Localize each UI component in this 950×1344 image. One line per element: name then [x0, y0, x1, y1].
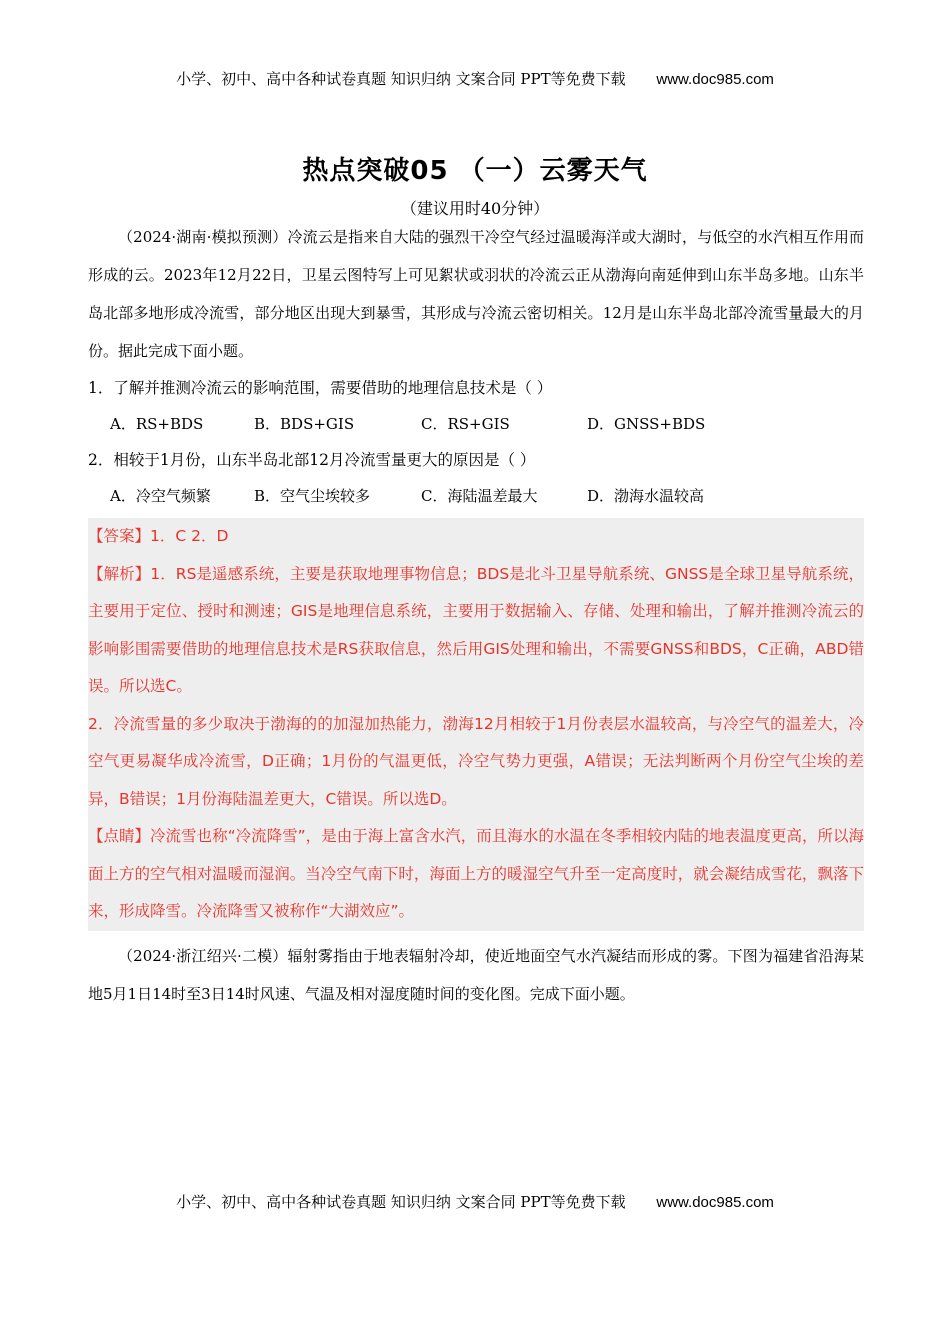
answer-line: 【答案】1．C 2．D [88, 527, 229, 545]
answer-section [88, 518, 864, 931]
comment: 【点睛】冷流雪也称“冷流降雪”，是由于海上富含水汽，而且海水的水温在冬季相较内陆的地表温度更高，所以海面上方的空气相对温暖而湿润。当冷空气南下时，海面上方的暖湿空气升至一定高度时，就会凝结成雪花，飘落下来，形成降雪。冷流降雪又被称作“大湖效应”。 [88, 827, 864, 920]
page-subtitle: （建议用时40分钟） [400, 199, 550, 218]
analysis-2: 2．冷流雪量的多少取决于渤海的的加湿加热能力，渤海12月相较于1月份表层水温较高，与冷空气的温差大，冷空气更易凝华成冷流雪，D正确；1月份的气温更低，冷空气势力更强，A错误；无法判断两个月份空气尘埃的差异，B错误；1月份海陆温差更大，C错误。所以选D。 [88, 714, 864, 808]
header-url[interactable]: www.doc985.com [656, 71, 774, 88]
footer-text: 小学、初中、高中各种试卷真题 知识归纳 文案合同 PPT等免费下载 [176, 1193, 626, 1211]
intro-paragraph-2: （2024·浙江绍兴·二模）辐射雾指由于地表辐射冷却，使近地面空气水汽凝结而形成的雾。下图为福建省沿海某地5月1日14时至3日14时风速、气温及相对湿度随时间的变化图。完成下面小题。 [88, 946, 864, 1003]
q1-option-c: C．RS+GIS [421, 415, 510, 433]
page-title: 热点突破05 （一）云雾天气 [302, 156, 648, 186]
header-text: 小学、初中、高中各种试卷真题 知识归纳 文案合同 PPT等免费下载 [176, 70, 626, 88]
question-1-stem: 1．了解并推测冷流云的影响范围，需要借助的地理信息技术是（ ） [88, 379, 553, 397]
analysis-1: 【解析】1．RS是遥感系统，主要是获取地理事物信息；BDS是北斗卫星导航系统、GNSS是全球卫星导航系统，主要用于定位、授时和测速；GIS是地理信息系统，主要用于数据输入、存储、处理和输出，了解并推测冷流云的影响影围需要借助的地理信息技术是RS获取信息，然后用GIS处理和输出，不需要GNSS和BDS，C正确，ABD错误。所以选C。 [88, 564, 865, 695]
intro-paragraph-1: （2024·湖南·模拟预测）冷流云是指来自大陆的强烈干冷空气经过温暖海洋或大湖时，与低空的水汽相互作用而形成的云。2023年12月22日，卫星云图特写上可见絮状或羽状的冷流云正从渤海向南延伸到山东半岛多地。山东半岛北部多地形成冷流雪，部分地区出现大到暴雪，其形成与冷流云密切相关。12月是山东半岛北部冷流雪量最大的月份。据此完成下面小题。 [88, 228, 864, 360]
page-footer [0, 1191, 950, 1212]
q2-option-d: D．渤海水温较高 [587, 487, 705, 505]
q1-option-a: A．RS+BDS [110, 415, 204, 433]
q1-option-d: D．GNSS+BDS [587, 415, 706, 433]
q2-option-a: A．冷空气频繁 [110, 487, 211, 505]
question-2-stem: 2．相较于1月份，山东半岛北部12月冷流雪量更大的原因是（ ） [88, 451, 536, 469]
footer-url[interactable]: www.doc985.com [656, 1194, 774, 1211]
page-header [0, 68, 950, 89]
q2-option-b: B．空气尘埃较多 [254, 487, 371, 505]
question-1-options [88, 406, 864, 442]
question-2-options [88, 478, 864, 514]
q2-option-c: C．海陆温差最大 [421, 487, 538, 505]
document-body [88, 218, 864, 1013]
q1-option-b: B．BDS+GIS [254, 415, 355, 433]
